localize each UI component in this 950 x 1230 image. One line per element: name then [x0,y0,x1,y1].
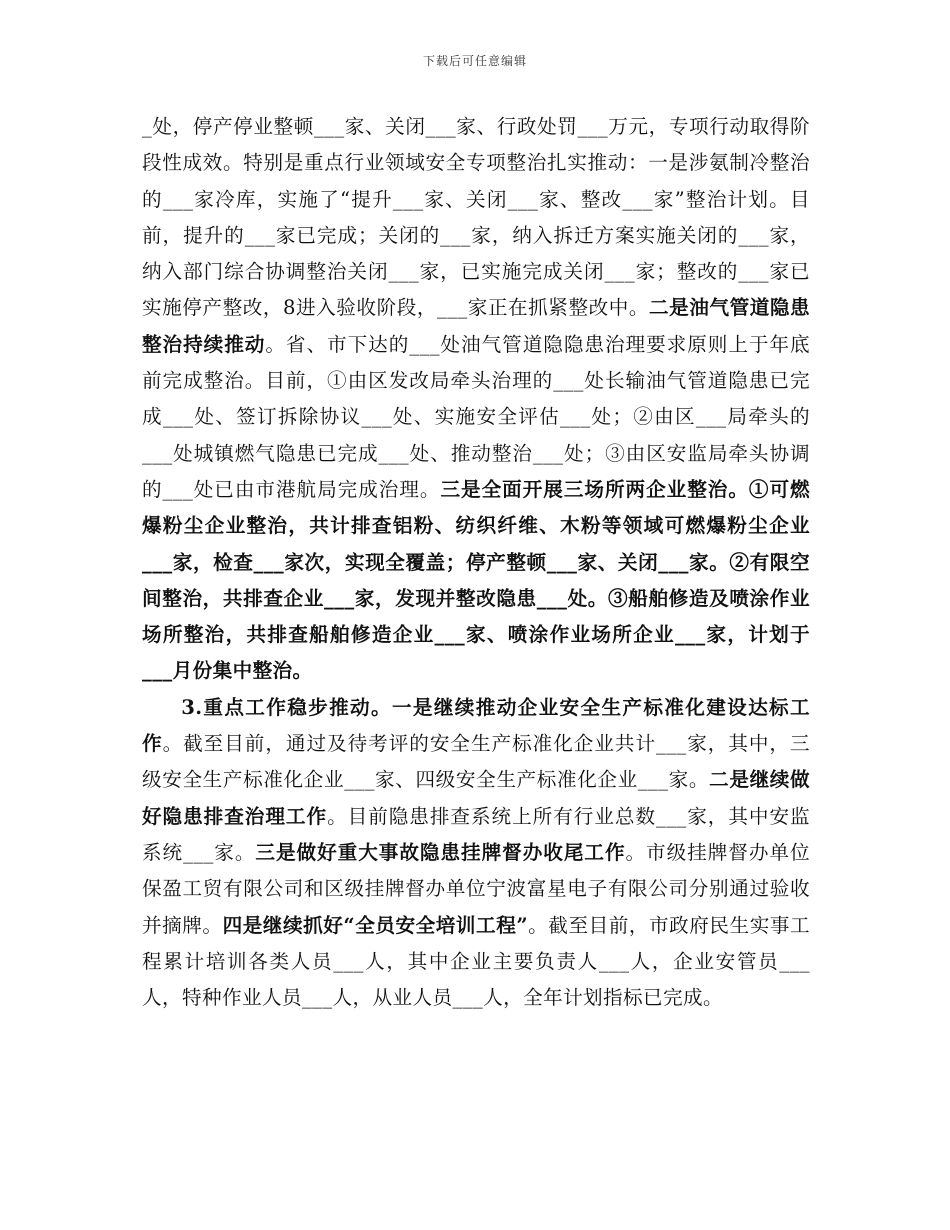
text-run: 。截至目前，通过及待考评的安全生产标准化企业共计___家，其中，三级安全生产标准化企业___家、四级安全生产标准化企业___家。 [142,732,810,792]
paragraph-1 [142,109,810,690]
text-run: 。目前隐患排查系统上所有行业总数___家，其中安监系统___家。 [142,804,811,864]
bold-heading-run: 二是继续做好隐患排查治理工作 [142,768,810,828]
paragraph-2 [142,690,810,1017]
text-run: _处，停产停业整顿___家、关闭___家、行政处罚___万元，专项行动取得阶段性成效。特别是重点行业领域安全专项整治扎实推动：一是涉氨制冷整治的___家冷库，实施了“提升___家、关闭___家、整改___家”整治计划。目前，提升的___家已完成；关闭的___家，纳入拆迁方案实施关闭的___家，纳入部门综合协调整治关闭___家，已实施完成关闭___家；整改的___家已实施停产整改，8进入验收阶段，___家正在抓紧整改中。 [142,115,810,320]
text-run: 。市级挂牌督办单位保盈工贸有限公司和区级挂牌督办单位宁波富星电子有限公司分别通过验收并摘牌。 [142,840,810,937]
text-run: 。截至目前，市政府民生实事工程累计培训各类人员___人，其中企业主要负责人___人，企业安管员___人，特种作业人员___人，从业人员___人，全年计划指标已完成。 [142,913,810,1010]
bold-heading-run: 3.重点工作稳步推动。一是继续推动企业安全生产标准化建设达标工作 [142,695,810,756]
page-header: 下载后可任意编辑 [422,54,527,68]
document-body [142,109,810,1016]
bold-heading-run: 三是做好重大事故隐患挂牌督办收尾工作 [255,840,626,864]
bold-heading-run: 三是全面开展三场所两企业整治。①可燃爆粉尘企业整治，共计排查铝粉、纺织纤维、木粉等领域可燃爆粉尘企业___家，检查___家次，实现全覆盖；停产整顿___家、关闭___家。②有限空间整治，共排查企业___家，发现并整改隐患___处。③船舶修造及喷涂作业场所整治，共排查船舶修造企业___家、喷涂作业场所企业___家，计划于___月份集中整治。 [142,477,811,683]
bold-heading-run: 二是油气管道隐患整治持续推动 [142,296,811,356]
text-run: 。省、市下达的___处油气管道隐隐患治理要求原则上于年底前完成整治。目前，①由区发改局牵头治理的___处长输油气管道隐患已完成___处、签订拆除协议___处、实施安全评估___处；②由区___局牵头的___处城镇燃气隐患已完成___处、推动整治___处；③由区安监局牵头协调的___处已由市港航局完成治理。 [142,332,810,501]
bold-heading-run: 四是继续抓好“全员安全培训工程” [222,913,529,937]
